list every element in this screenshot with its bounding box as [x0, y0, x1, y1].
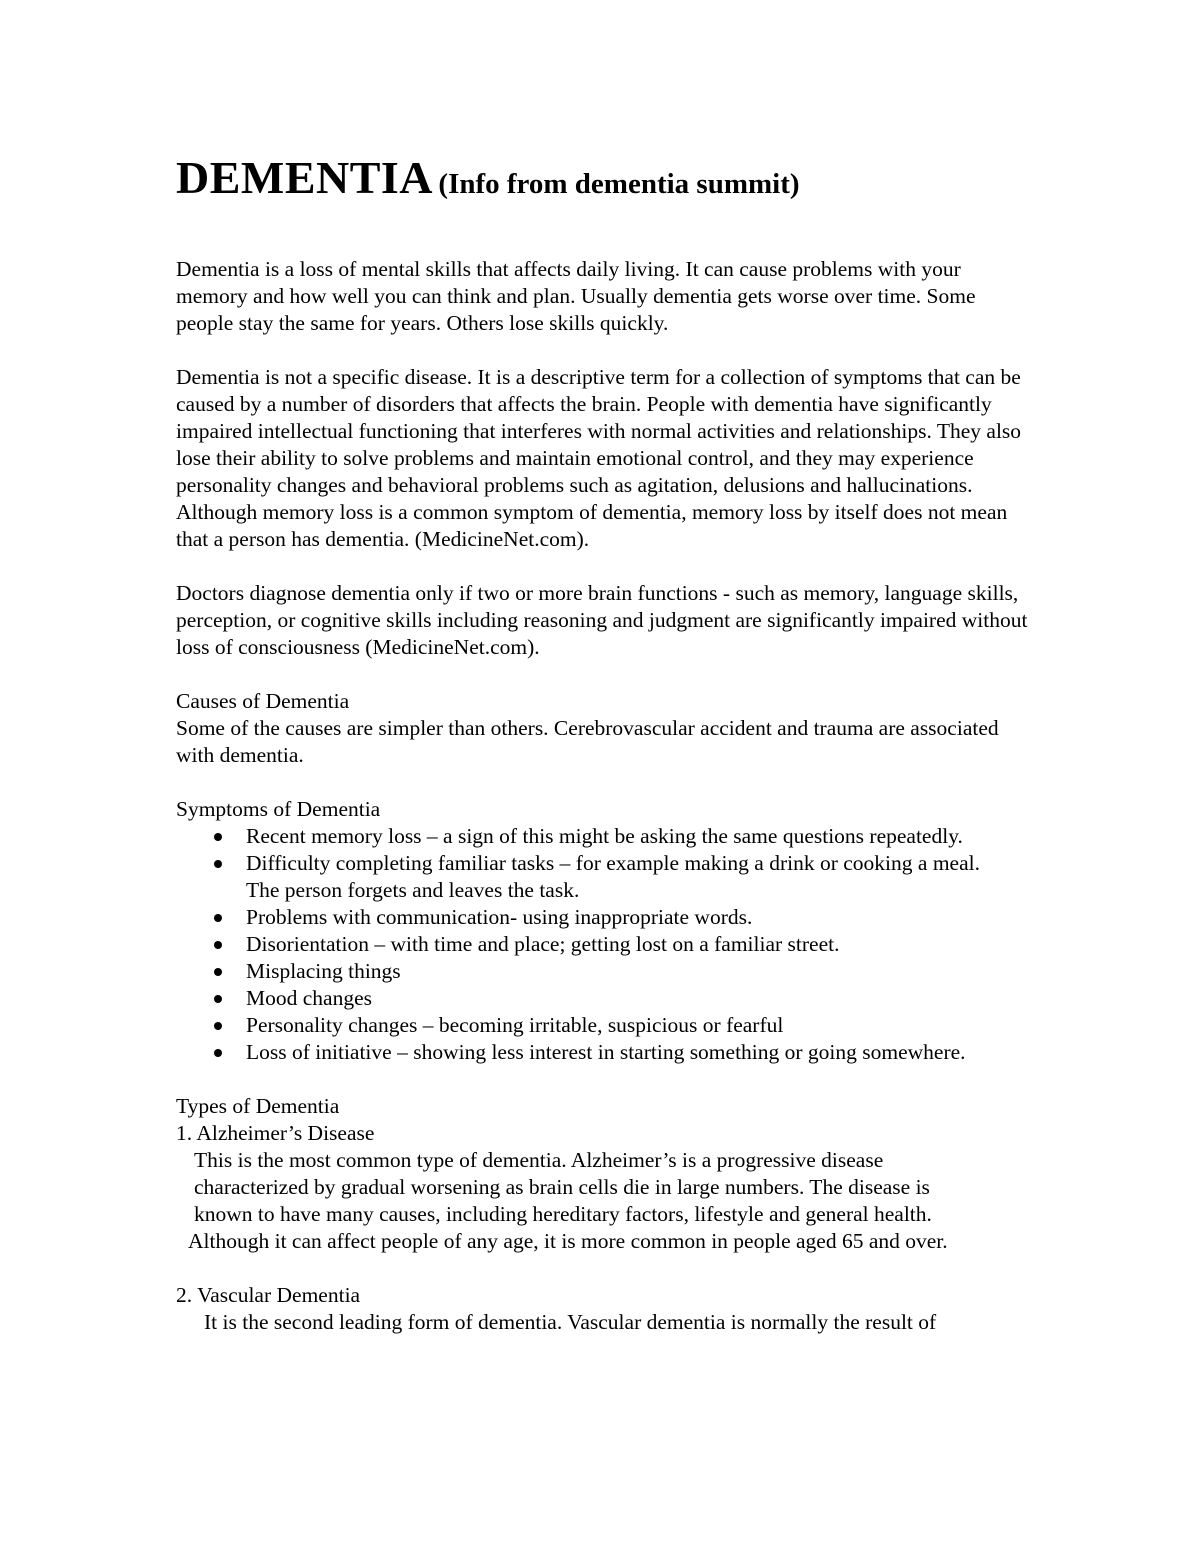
bullet-icon: [214, 1049, 222, 1057]
vascular-title: 2. Vascular Dementia: [176, 1283, 361, 1307]
alzheimers-line: This is the most common type of dementia. Alzheimer’s is a progressive disease: [194, 1148, 884, 1172]
list-item-text: Personality changes – becoming irritable, suspicious or fearful: [246, 1013, 784, 1037]
symptoms-heading: Symptoms of Dementia: [176, 797, 381, 821]
list-item-text: Problems with communication- using inappropriate words.: [246, 905, 753, 929]
list-item-text: Difficulty completing familiar tasks – for example making a drink or cooking a meal. The person forgets and leaves the task.: [246, 851, 980, 902]
list-item: [246, 850, 1006, 904]
list-item-text: Disorientation – with time and place; getting lost on a familiar street.: [246, 932, 840, 956]
page-title: [176, 148, 1036, 216]
title-main: DEMENTIA: [176, 152, 434, 203]
list-item: [246, 931, 1006, 958]
bullet-icon: [214, 833, 222, 841]
bullet-icon: [214, 968, 222, 976]
list-item: [246, 904, 1006, 931]
list-item: [246, 1039, 1006, 1066]
list-item-text: Mood changes: [246, 986, 372, 1010]
causes-text: Some of the causes are simpler than others. Cerebrovascular accident and trauma are associated with dementia.: [176, 716, 999, 767]
list-item: [246, 823, 1006, 850]
bullet-icon: [214, 941, 222, 949]
bullet-icon: [214, 1022, 222, 1030]
spacer: [176, 1066, 1036, 1093]
symptoms-list: [176, 823, 1006, 1066]
types-heading: Types of Dementia: [176, 1094, 340, 1118]
list-item-text: Misplacing things: [246, 959, 401, 983]
intro-paragraph: Dementia is a loss of mental skills that affects daily living. It can cause problems with your memory and how well you can think and plan. Usually dementia gets worse over time. Some people stay the same for years. Others lose skills quickly.: [176, 257, 976, 335]
spacer: [176, 337, 1036, 364]
spacer: [176, 553, 1036, 580]
document-page: [176, 148, 1036, 1336]
diagnosis-paragraph: Doctors diagnose dementia only if two or more brain functions - such as memory, language skills, perception, or cognitive skills including reasoning and judgment are significantly impaired without loss of consciousness (MedicineNet.com).: [176, 581, 1028, 659]
alzheimers-line: Although it can affect people of any age, it is more common in people aged 65 and over.: [188, 1229, 948, 1253]
title-subtitle: (Info from dementia summit): [438, 168, 800, 200]
alzheimers-title: 1. Alzheimer’s Disease: [176, 1121, 375, 1145]
bullet-icon: [214, 914, 222, 922]
list-item: [246, 958, 1006, 985]
alzheimers-line: characterized by gradual worsening as brain cells die in large numbers. The disease is: [194, 1175, 930, 1199]
alzheimers-line: known to have many causes, including hereditary factors, lifestyle and general health.: [194, 1202, 932, 1226]
list-item-text: Loss of initiative – showing less interest in starting something or going somewhere.: [246, 1040, 966, 1064]
spacer: [176, 661, 1036, 688]
bullet-icon: [214, 995, 222, 1003]
causes-heading: Causes of Dementia: [176, 689, 350, 713]
list-item: [246, 1012, 1006, 1039]
bullet-icon: [214, 860, 222, 868]
definition-paragraph: Dementia is not a specific disease. It is a descriptive term for a collection of symptoms that can be caused by a number of disorders that affects the brain. People with dementia have significantly impaired intellectual functioning that interferes with normal activities and relationships. They also lose their ability to solve problems and maintain emotional control, and they may experience personality changes and behavioral problems such as agitation, delusions and hallucinations. Although memory loss is a common symptom of dementia, memory loss by itself does not mean that a person has dementia. (MedicineNet.com).: [176, 365, 1022, 551]
list-item-text: Recent memory loss – a sign of this might be asking the same questions repeatedly.: [246, 824, 963, 848]
spacer: [176, 1255, 1036, 1282]
list-item: [246, 985, 1006, 1012]
vascular-line: It is the second leading form of dementia. Vascular dementia is normally the result of: [204, 1310, 937, 1334]
spacer: [176, 769, 1036, 796]
